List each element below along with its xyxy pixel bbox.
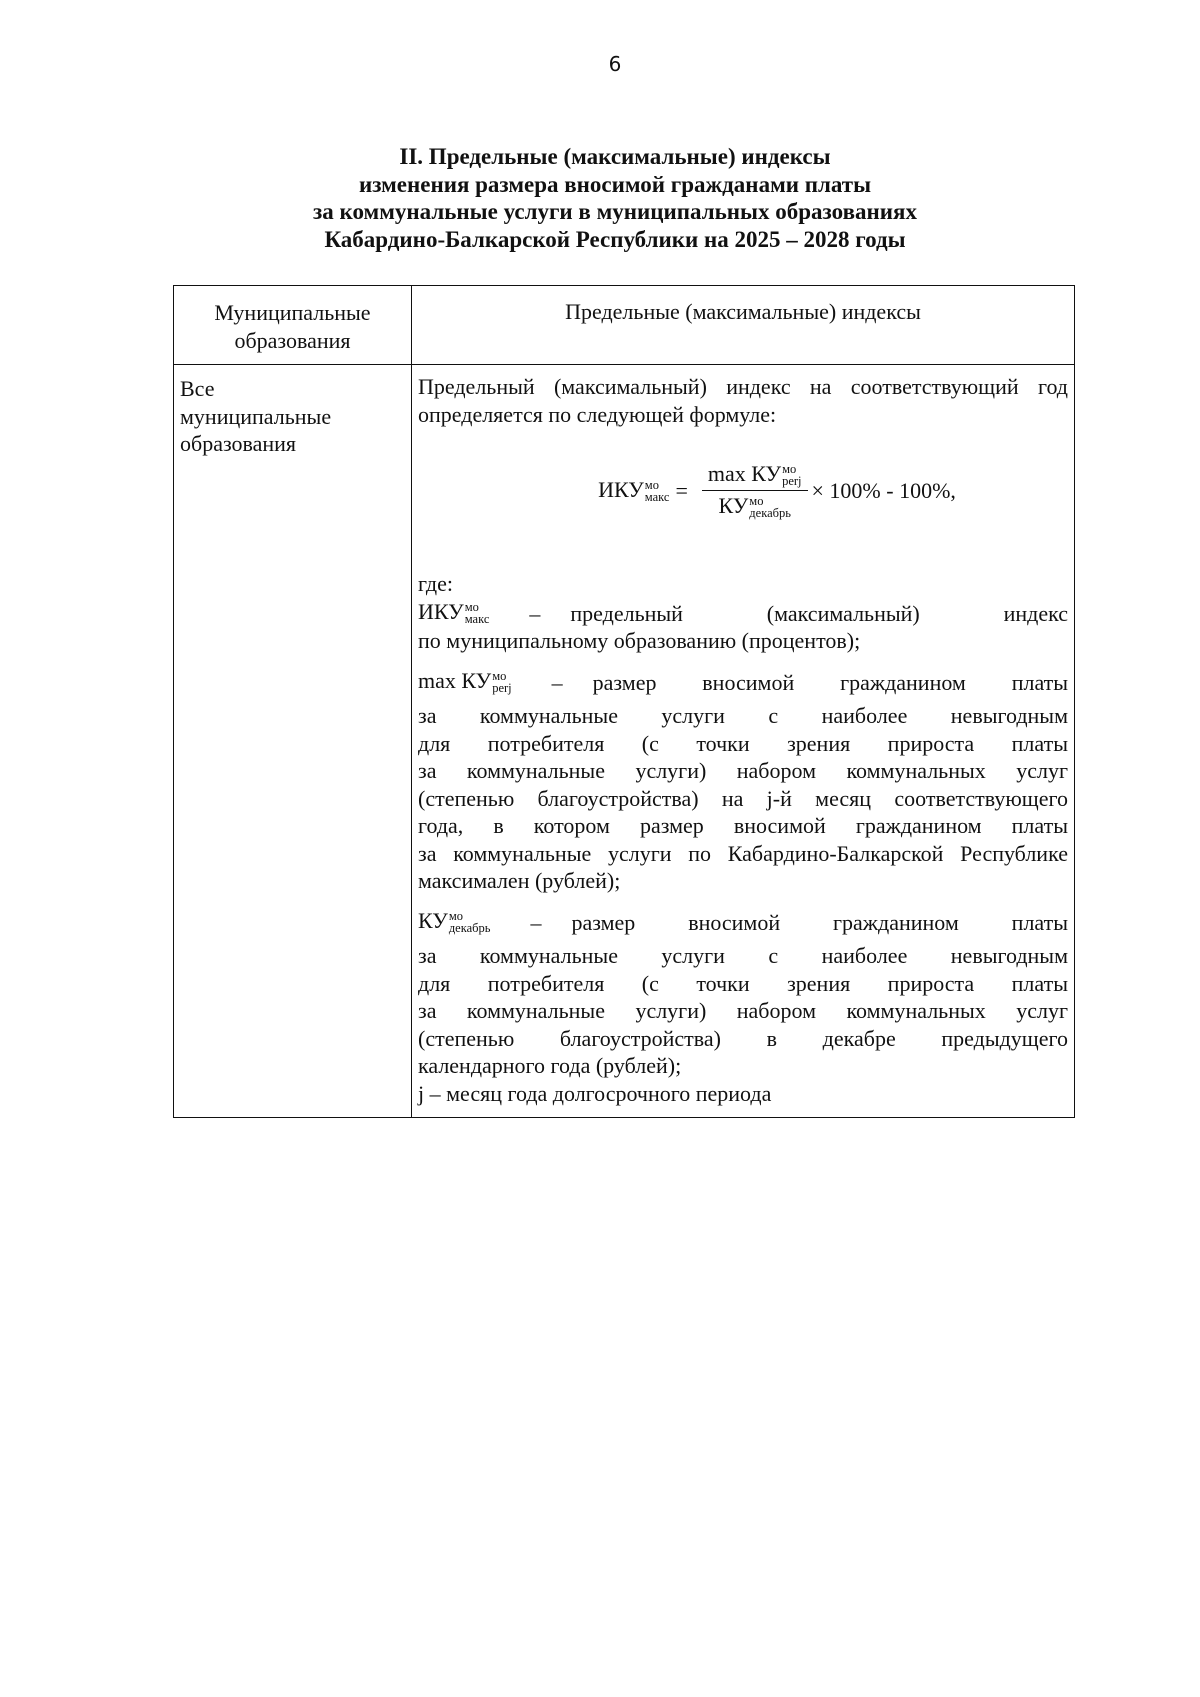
definition-j: j – месяц года долгосрочного периода xyxy=(418,1080,772,1106)
cell-line: образования xyxy=(180,431,297,456)
definition-line: за коммунальные услуги с наиболее невыгодным xyxy=(418,943,1068,968)
intro-line: определяется по следующей формуле: xyxy=(418,401,777,427)
definition-line: года, в котором размер вносимой гражданином платы xyxy=(418,813,1068,838)
table-row xyxy=(174,365,1075,1118)
definition-line: максимален (рублей); xyxy=(418,868,621,893)
cell-line: Все xyxy=(180,376,215,401)
page-number: 6 xyxy=(608,52,622,76)
formula-lhs: ИКУ мо макс xyxy=(598,476,670,505)
definition-line: для потребителя (с точки зрения прироста платы xyxy=(418,970,1068,996)
indices-table xyxy=(173,285,1075,1118)
definition-line: за коммунальные услуги) набором коммунальных услуг xyxy=(418,758,1068,783)
header-line: Муниципальные xyxy=(214,300,371,325)
cell-line: муниципальные xyxy=(180,403,332,429)
definition-max-ku: max КУ мо perj – размер вносимой гражданином платы xyxy=(418,668,1069,696)
formula-fraction xyxy=(702,460,808,521)
definition-line: за коммунальные услуги) набором коммунальных услуг xyxy=(418,998,1068,1023)
title-line: изменения размера вносимой гражданами платы xyxy=(358,171,872,197)
section-title xyxy=(0,143,1200,253)
intro-line: Предельный (максимальный) индекс на соответствующий год xyxy=(418,374,1068,399)
definition-line: календарного года (рублей); xyxy=(418,1053,682,1078)
definition-line: (степенью благоустройства) в декабре предыдущего xyxy=(418,1025,1068,1051)
definition-line: по муниципальному образованию (процентов); xyxy=(418,628,861,653)
where-label: где: xyxy=(418,571,453,596)
title-line: за коммунальные услуги в муниципальных образованиях xyxy=(313,199,917,224)
definition-ku-december: КУ мо декабрь – размер вносимой гражданином платы xyxy=(418,908,1069,936)
formula-equals: = xyxy=(675,478,688,504)
cell-indices xyxy=(412,365,1075,1118)
formula-denominator: КУ мо декабрь xyxy=(718,493,791,521)
table-header-row xyxy=(174,286,1075,365)
definition-line: (степенью благоустройства) на j-й месяц соответствующего xyxy=(418,785,1068,811)
index-formula xyxy=(486,454,1068,528)
definition-line: для потребителя (с точки зрения прироста платы xyxy=(418,730,1068,756)
definition-iku: ИКУ мо макс – предельный (максимальный) индекс xyxy=(418,599,1069,627)
header-municipalities xyxy=(174,286,412,365)
definition-line: за коммунальные услуги с наиболее невыгодным xyxy=(418,703,1068,728)
header-indices: Предельные (максимальные) индексы xyxy=(412,286,1075,365)
formula-numerator: max КУ мо perj xyxy=(702,463,808,491)
header-line: образования xyxy=(234,327,351,353)
title-line: II. Предельные (максимальные) индексы xyxy=(399,144,831,169)
definition-line: за коммунальные услуги по Кабардино-Балкарской Республике xyxy=(418,840,1068,866)
formula-tail: × 100% - 100%, xyxy=(811,478,956,504)
cell-municipalities xyxy=(174,365,412,1118)
title-line: Кабардино-Балкарской Республики на 2025 – 2028 годы xyxy=(324,226,906,252)
